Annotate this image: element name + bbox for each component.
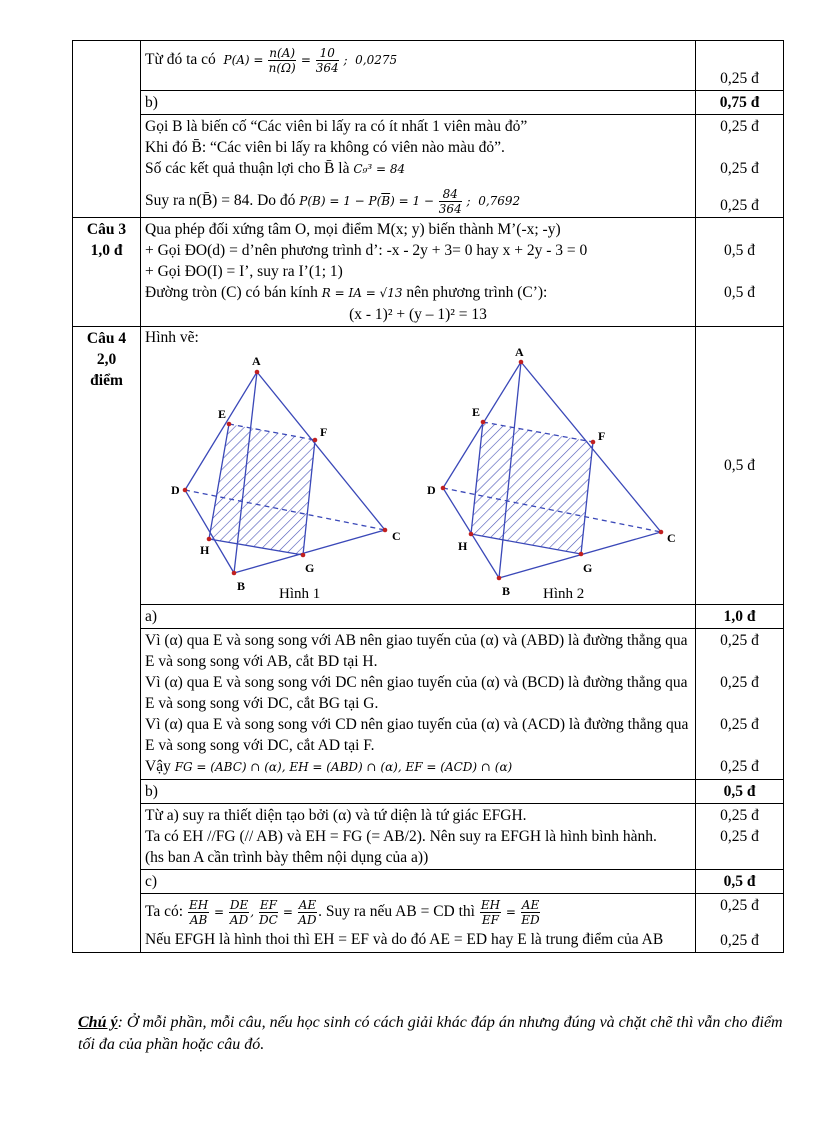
score-cell: [696, 327, 784, 605]
point-label-b: B: [237, 579, 246, 593]
point-label-f: F: [598, 429, 606, 443]
figure-caption-1: Hình 1: [279, 586, 321, 602]
text: Vì (α) qua E và song song với AB nên giao tuyến của (α) và (ABD) là đường thẳng qua E và song song với AB, cắt BD tại H.: [145, 632, 688, 670]
score: 0,25 đ: [720, 897, 759, 914]
score: 1,0 đ: [696, 605, 784, 629]
spacer: [700, 261, 779, 282]
text: + Gọi ĐO(I) = I’, suy ra I’(1; 1): [145, 263, 343, 280]
point-label-h: H: [200, 543, 210, 557]
score: 0,5 đ: [696, 870, 784, 894]
section-hatch: [471, 422, 593, 554]
score: 0,75 đ: [696, 91, 784, 115]
table-row: [73, 804, 784, 870]
text-line: [145, 756, 691, 778]
question-points: 2,0: [96, 351, 117, 368]
text: Vì (α) qua E và song song với DC nên giao tuyến của (α) và (BCD) là đường thẳng qua E và song song với DC, cắt BG tại G.: [145, 674, 688, 712]
text: Từ a) suy ra thiết diện tạo bởi (α) và tứ diện là tứ giác EFGH.: [145, 807, 527, 824]
point-label-f: F: [320, 425, 328, 439]
answer-cell: [141, 894, 696, 953]
question-cell-cau2: [73, 41, 141, 218]
part-label-a: a): [141, 605, 696, 629]
question-unit: điểm: [90, 372, 123, 389]
tetrahedron-figures: [145, 348, 685, 604]
text: Suy ra n(B̄) = 84. Do đó: [145, 192, 296, 209]
question-number: Câu 3: [86, 221, 127, 238]
note-label: Chú ý: [78, 1014, 118, 1031]
table-row: [73, 894, 784, 953]
figure-1: [171, 354, 401, 602]
score: 0,5 đ: [724, 457, 755, 474]
score: 0,25 đ: [720, 758, 759, 775]
point-label-c: C: [392, 529, 401, 543]
point-label-b: B: [502, 584, 511, 598]
text: (hs ban A cần trình bày thêm nội dụng của a)): [145, 849, 429, 866]
point-label-e: E: [218, 407, 227, 421]
score: 0,25 đ: [720, 807, 759, 824]
spacer: [700, 693, 779, 714]
score: 0,25 đ: [720, 932, 759, 949]
answer-cell: [141, 804, 696, 870]
score: 0,5 đ: [724, 284, 755, 301]
text: Ta có:: [145, 903, 184, 920]
table-row: [73, 870, 784, 894]
text: Vì (α) qua E và song song với CD nên giao tuyến của (α) và (ACD) là đường thẳng qua E và song song với DC, cắt AD tại F.: [145, 716, 689, 754]
text: Khi đó B̄: “Các viên bi lấy ra không có viên nào màu đỏ”.: [145, 139, 505, 156]
figure-cell: [141, 327, 696, 605]
text: Số các kết quả thuận lợi cho B̄ là: [145, 160, 350, 177]
table-row: [73, 41, 784, 91]
part-label-b: b): [141, 91, 696, 115]
ratio-formula: $\frac{EH}{AB}$ = $\frac{DE}{AD}$ , $\frac{EF}{DC}$ = $\frac{AE}{AD}$: [188, 898, 317, 927]
section-hatch: [209, 424, 315, 555]
answer-cell: [141, 41, 696, 91]
score: 0,25 đ: [720, 674, 759, 691]
text: Từ đó ta có: [145, 51, 216, 68]
point-label-c: C: [667, 531, 676, 545]
answer-cell: [141, 218, 696, 327]
probability-formula: P(A) = $\frac{n(A)}{n(\Omega)}$ = $\frac{10}{364}$ ; 0,0275: [219, 46, 398, 75]
score: 0,25 đ: [720, 828, 759, 845]
point-label-a: A: [515, 348, 524, 359]
ratio-formula-2: $\frac{EH}{EF}$ = $\frac{AE}{ED}$: [480, 898, 540, 927]
score: 0,25 đ: [720, 118, 759, 135]
text: Hình vẽ:: [145, 329, 199, 346]
question-cell-cau4: [73, 327, 141, 953]
text-line: [145, 186, 691, 216]
point-label-g: G: [583, 561, 593, 575]
part-label-c: c): [141, 870, 696, 894]
spacer: [700, 735, 779, 756]
table-row: [73, 91, 784, 115]
footnote: [78, 1012, 784, 1056]
point-label-e: E: [472, 405, 481, 419]
circle-equation: (x - 1)² + (y – 1)² = 13: [349, 306, 487, 323]
text-line: [145, 282, 691, 304]
question-number: Câu 4: [86, 330, 127, 347]
score-cell: [696, 218, 784, 327]
text: Qua phép đối xứng tâm O, mọi điểm M(x; y) biến thành M’(-x; -y): [145, 221, 561, 238]
table-row: [73, 605, 784, 629]
score: 0,25 đ: [720, 70, 759, 87]
question-points: 1,0 đ: [90, 242, 123, 259]
point-label-h: H: [458, 539, 468, 553]
score: 0,5 đ: [696, 780, 784, 804]
table-row: [73, 327, 784, 605]
score: 0,25 đ: [720, 632, 759, 649]
intersection-formula: FG = (ABC) ∩ (α), EH = (ABD) ∩ (α), EF = (ACD) ∩ (α): [174, 760, 513, 774]
question-cell-cau3: [73, 218, 141, 327]
score: 0,25 đ: [720, 160, 759, 177]
point-label-d: D: [171, 483, 180, 497]
probability-complement-formula: $P(B) = 1 - P(\overline{B}) = 1$ − $\frac{84}{364}$ ; 0,7692: [299, 187, 521, 216]
figure-2: [427, 348, 676, 602]
text: nên phương trình (C’):: [406, 284, 548, 301]
text: Nếu EFGH là hình thoi thì EH = EF và do đó AE = ED hay E là trung điểm của AB: [145, 931, 664, 948]
answer-cell: [141, 115, 696, 218]
table-row: [73, 780, 784, 804]
point-label-g: G: [305, 561, 315, 575]
score-cell: [696, 115, 784, 218]
score-cell: [696, 41, 784, 91]
table-row: [73, 218, 784, 327]
spacer: [700, 219, 779, 240]
score: 0,5 đ: [724, 242, 755, 259]
point-label-d: D: [427, 483, 436, 497]
spacer: [700, 651, 779, 672]
spacer: [700, 137, 779, 158]
score-cell: [696, 804, 784, 870]
text-line: [145, 158, 691, 180]
score-cell: [696, 629, 784, 780]
text: Gọi B là biến cố “Các viên bi lấy ra có ít nhất 1 viên màu đỏ”: [145, 118, 528, 135]
combination-formula: C₉³ = 84: [353, 162, 406, 176]
text: Ta có EH //FG (// AB) và EH = FG (= AB/2). Nên suy ra EFGH là hình bình hành.: [145, 828, 657, 845]
grading-table: [72, 40, 784, 953]
score: 0,25 đ: [720, 716, 759, 733]
part-label-b: b): [141, 780, 696, 804]
text: Đường tròn (C) có bán kính: [145, 284, 318, 301]
text-line: [145, 895, 691, 929]
text: Vậy: [145, 758, 171, 775]
radius-formula: R = IA = √13: [321, 286, 403, 300]
text: . Suy ra nếu AB = CD thì: [318, 903, 475, 920]
score: 0,25 đ: [720, 197, 759, 214]
figure-caption-2: Hình 2: [543, 586, 585, 602]
answer-cell: [141, 629, 696, 780]
table-row: [73, 115, 784, 218]
table-row: [73, 629, 784, 780]
point-label-a: A: [252, 354, 261, 368]
score-cell: [696, 894, 784, 953]
text: + Gọi ĐO(d) = d’nên phương trình d’: -x - 2y + 3= 0 hay x + 2y - 3 = 0: [145, 242, 588, 259]
note-text: : Ở mỗi phần, mỗi câu, nếu học sinh có cách giải khác đáp án nhưng đúng và chặt chẽ thì vẫn cho điểm tối đa của phần hoặc câu đó.: [78, 1014, 783, 1053]
